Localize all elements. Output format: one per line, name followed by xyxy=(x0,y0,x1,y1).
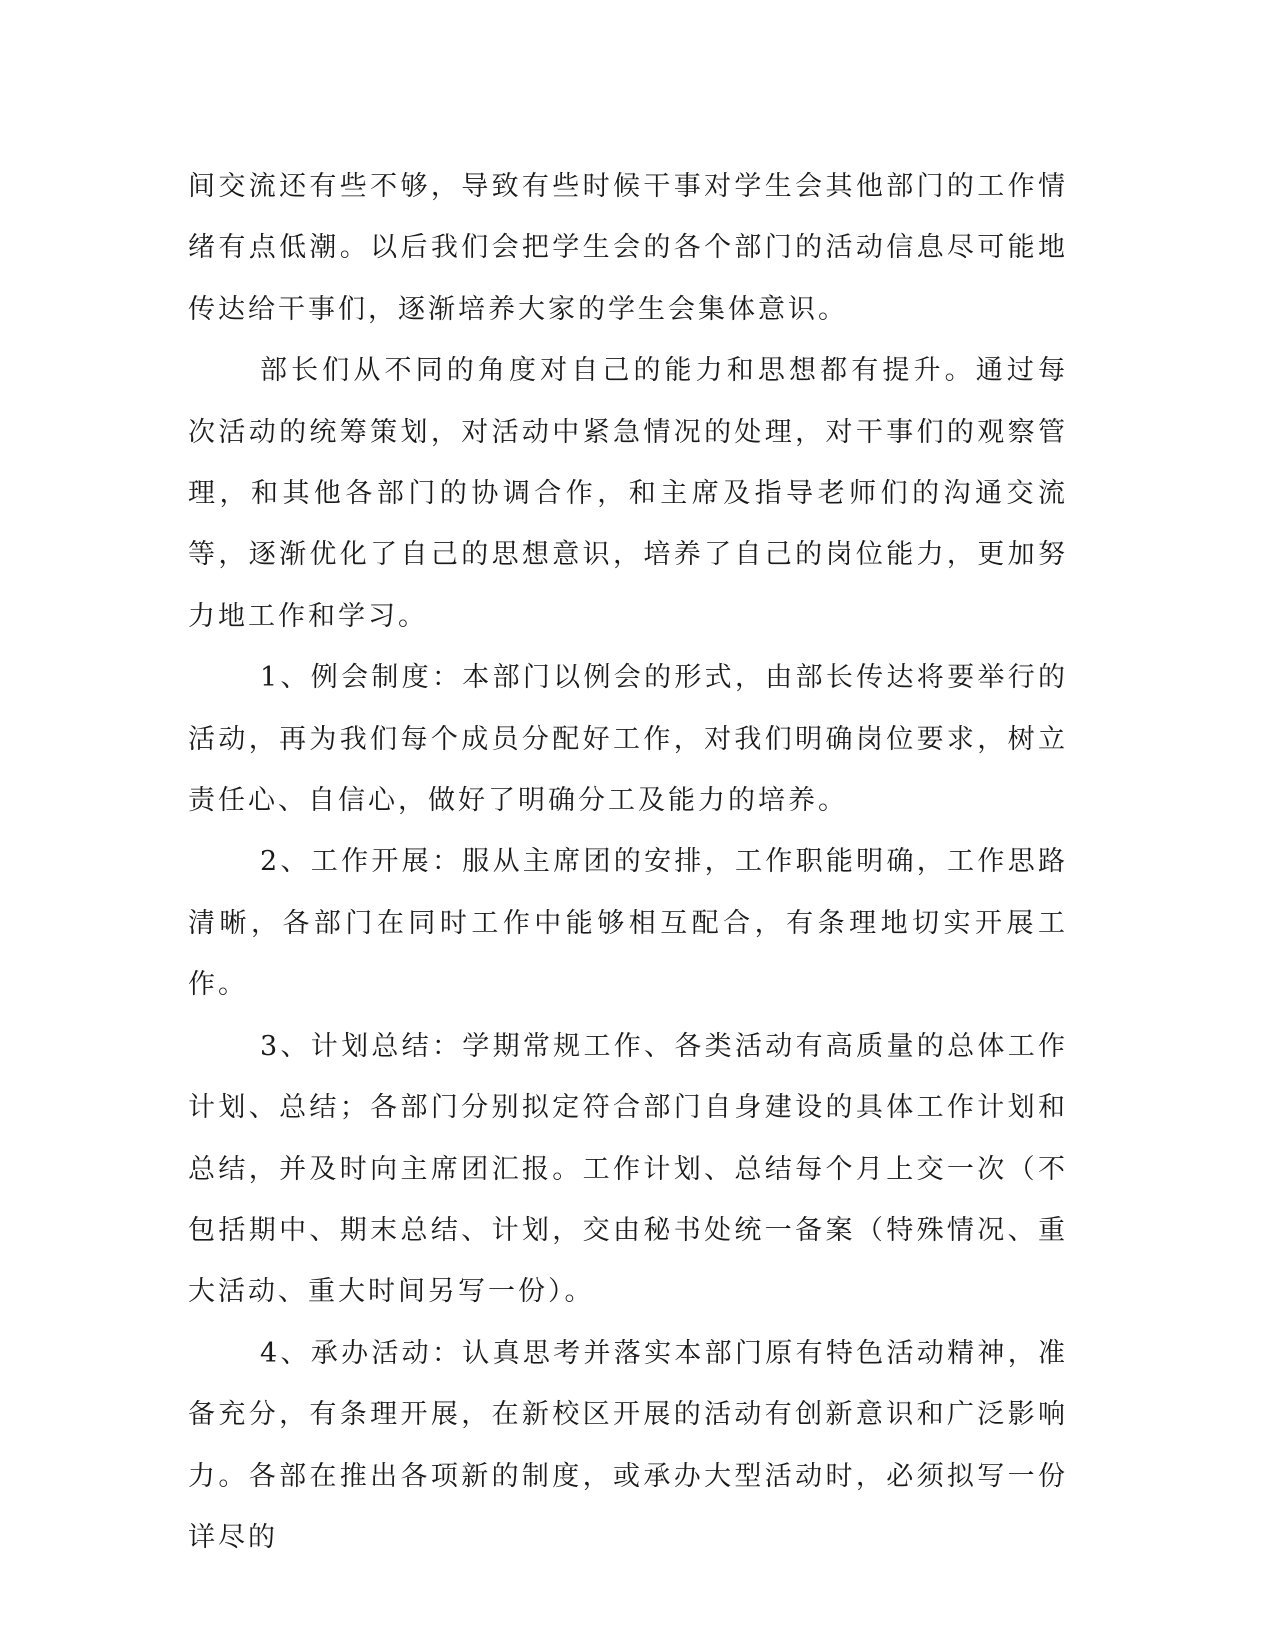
paragraph-item-3: 3、计划总结：学期常规工作、各类活动有高质量的总体工作计划、总结；各部门分别拟定符合部门自身建设的具体工作计划和总结，并及时向主席团汇报。工作计划、总结每个月上交一次（不包括期中、期末总结、计划，交由秘书处统一备案（特殊情况、重大活动、重大时间另写一份）。 xyxy=(188,1030,1068,1308)
paragraph-item-2: 2、工作开展：服从主席团的安排，工作职能明确，工作思路清晰，各部门在同时工作中能够相互配合，有条理地切实开展工作。 xyxy=(188,846,1068,1001)
paragraph-item-4: 4、承办活动：认真思考并落实本部门原有特色活动精神，准备充分，有条理开展，在新校区开展的活动有创新意识和广泛影响力。各部在推出各项新的制度，或承办大型活动时，必须拟写一份详尽的 xyxy=(188,1337,1068,1553)
paragraph-continuation: 间交流还有些不够，导致有些时候干事对学生会其他部门的工作情绪有点低潮。以后我们会把学生会的各个部门的活动信息尽可能地传达给干事们，逐渐培养大家的学生会集体意识。 xyxy=(188,171,1068,325)
paragraph-ministers: 部长们从不同的角度对自己的能力和思想都有提升。通过每次活动的统筹策划，对活动中紧急情况的处理，对干事们的观察管理，和其他各部门的协调合作，和主席及指导老师们的沟通交流等，逐渐优化了自己的思想意识，培养了自己的岗位能力，更加努力地工作和学习。 xyxy=(188,355,1068,632)
paragraph-item-1: 1、例会制度：本部门以例会的形式，由部长传达将要举行的活动，再为我们每个成员分配好工作，对我们明确岗位要求，树立责任心、自信心，做好了明确分工及能力的培养。 xyxy=(188,662,1068,817)
document-body xyxy=(188,156,1068,1568)
